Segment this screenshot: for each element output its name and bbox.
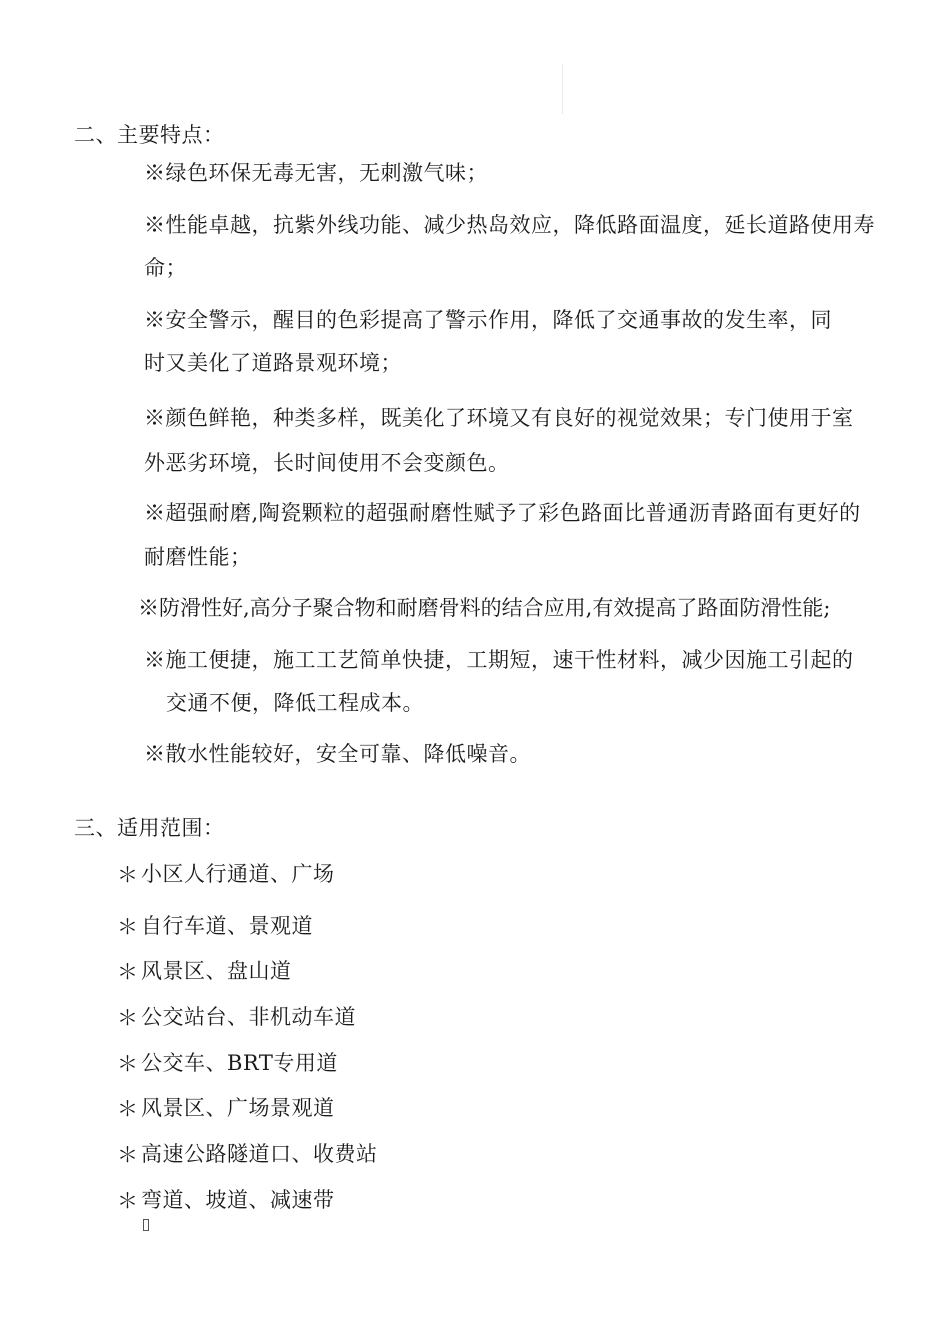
feature-line-5: ※超强耐磨,陶瓷颗粒的超强耐磨性赋予了彩色路面比普通沥青路面有更好的 (144, 501, 861, 525)
feature-line-8: ※散水性能较好，安全可靠、降低噪音。 (144, 742, 531, 766)
scope-item-text: 风景区、盘山道 (141, 959, 292, 983)
scope-item-text: 自行车道、景观道 (141, 914, 313, 938)
bullet-marker: ＊ (117, 1052, 138, 1076)
feature-line-1: ※绿色环保无毒无害，无刺激气味； (144, 161, 488, 185)
bullet-marker: ＊ (117, 1097, 138, 1121)
feature-line-7-cont: 交通不便，降低工程成本。 (166, 691, 424, 715)
bullet-marker: ＊ (117, 1006, 138, 1030)
feature-line-2-cont: 命； (144, 256, 187, 280)
bullet-marker: ＊ (117, 915, 138, 939)
features-heading: 二、主要特点： (74, 123, 225, 147)
feature-line-4: ※颜色鲜艳，种类多样，既美化了环境又有良好的视觉效果；专门使用于室 (144, 406, 854, 430)
scope-item-text: 风景区、广场景观道 (141, 1096, 335, 1120)
bullet-marker: ＊ (117, 960, 138, 984)
faint-divider (562, 64, 563, 114)
feature-line-6: ※防滑性好,高分子聚合物和耐磨骨料的结合应用,有效提高了路面防滑性能; (138, 596, 831, 620)
feature-line-3: ※安全警示，醒目的色彩提高了警示作用，降低了交通事故的发生率，同 (144, 308, 832, 332)
placeholder-glyph-icon (143, 1219, 149, 1231)
feature-line-7: ※施工便捷，施工工艺简单快捷，工期短，速干性材料，减少因施工引起的 (144, 648, 854, 672)
scope-item-text: 弯道、坡道、减速带 (141, 1188, 335, 1212)
feature-line-5-cont: 耐磨性能； (144, 545, 252, 569)
feature-line-2: ※性能卓越，抗紫外线功能、减少热岛效应，降低路面温度，延长道路使用寿 (144, 213, 875, 237)
bullet-marker: ＊ (117, 863, 138, 887)
scope-item-text: 小区人行通道、广场 (141, 862, 335, 886)
feature-line-3-cont: 时又美化了道路景观环境； (144, 351, 402, 375)
scope-item-text: 公交站台、非机动车道 (141, 1005, 356, 1029)
bullet-marker: ＊ (117, 1143, 138, 1167)
bullet-marker: ＊ (117, 1189, 138, 1213)
scope-item-text: 高速公路隧道口、收费站 (141, 1142, 378, 1166)
feature-line-4-cont: 外恶劣环境，长时间使用不会变颜色。 (144, 451, 510, 475)
scope-heading: 三、适用范围： (74, 816, 225, 840)
scope-item-text: 公交车、BRT专用道 (141, 1051, 338, 1075)
